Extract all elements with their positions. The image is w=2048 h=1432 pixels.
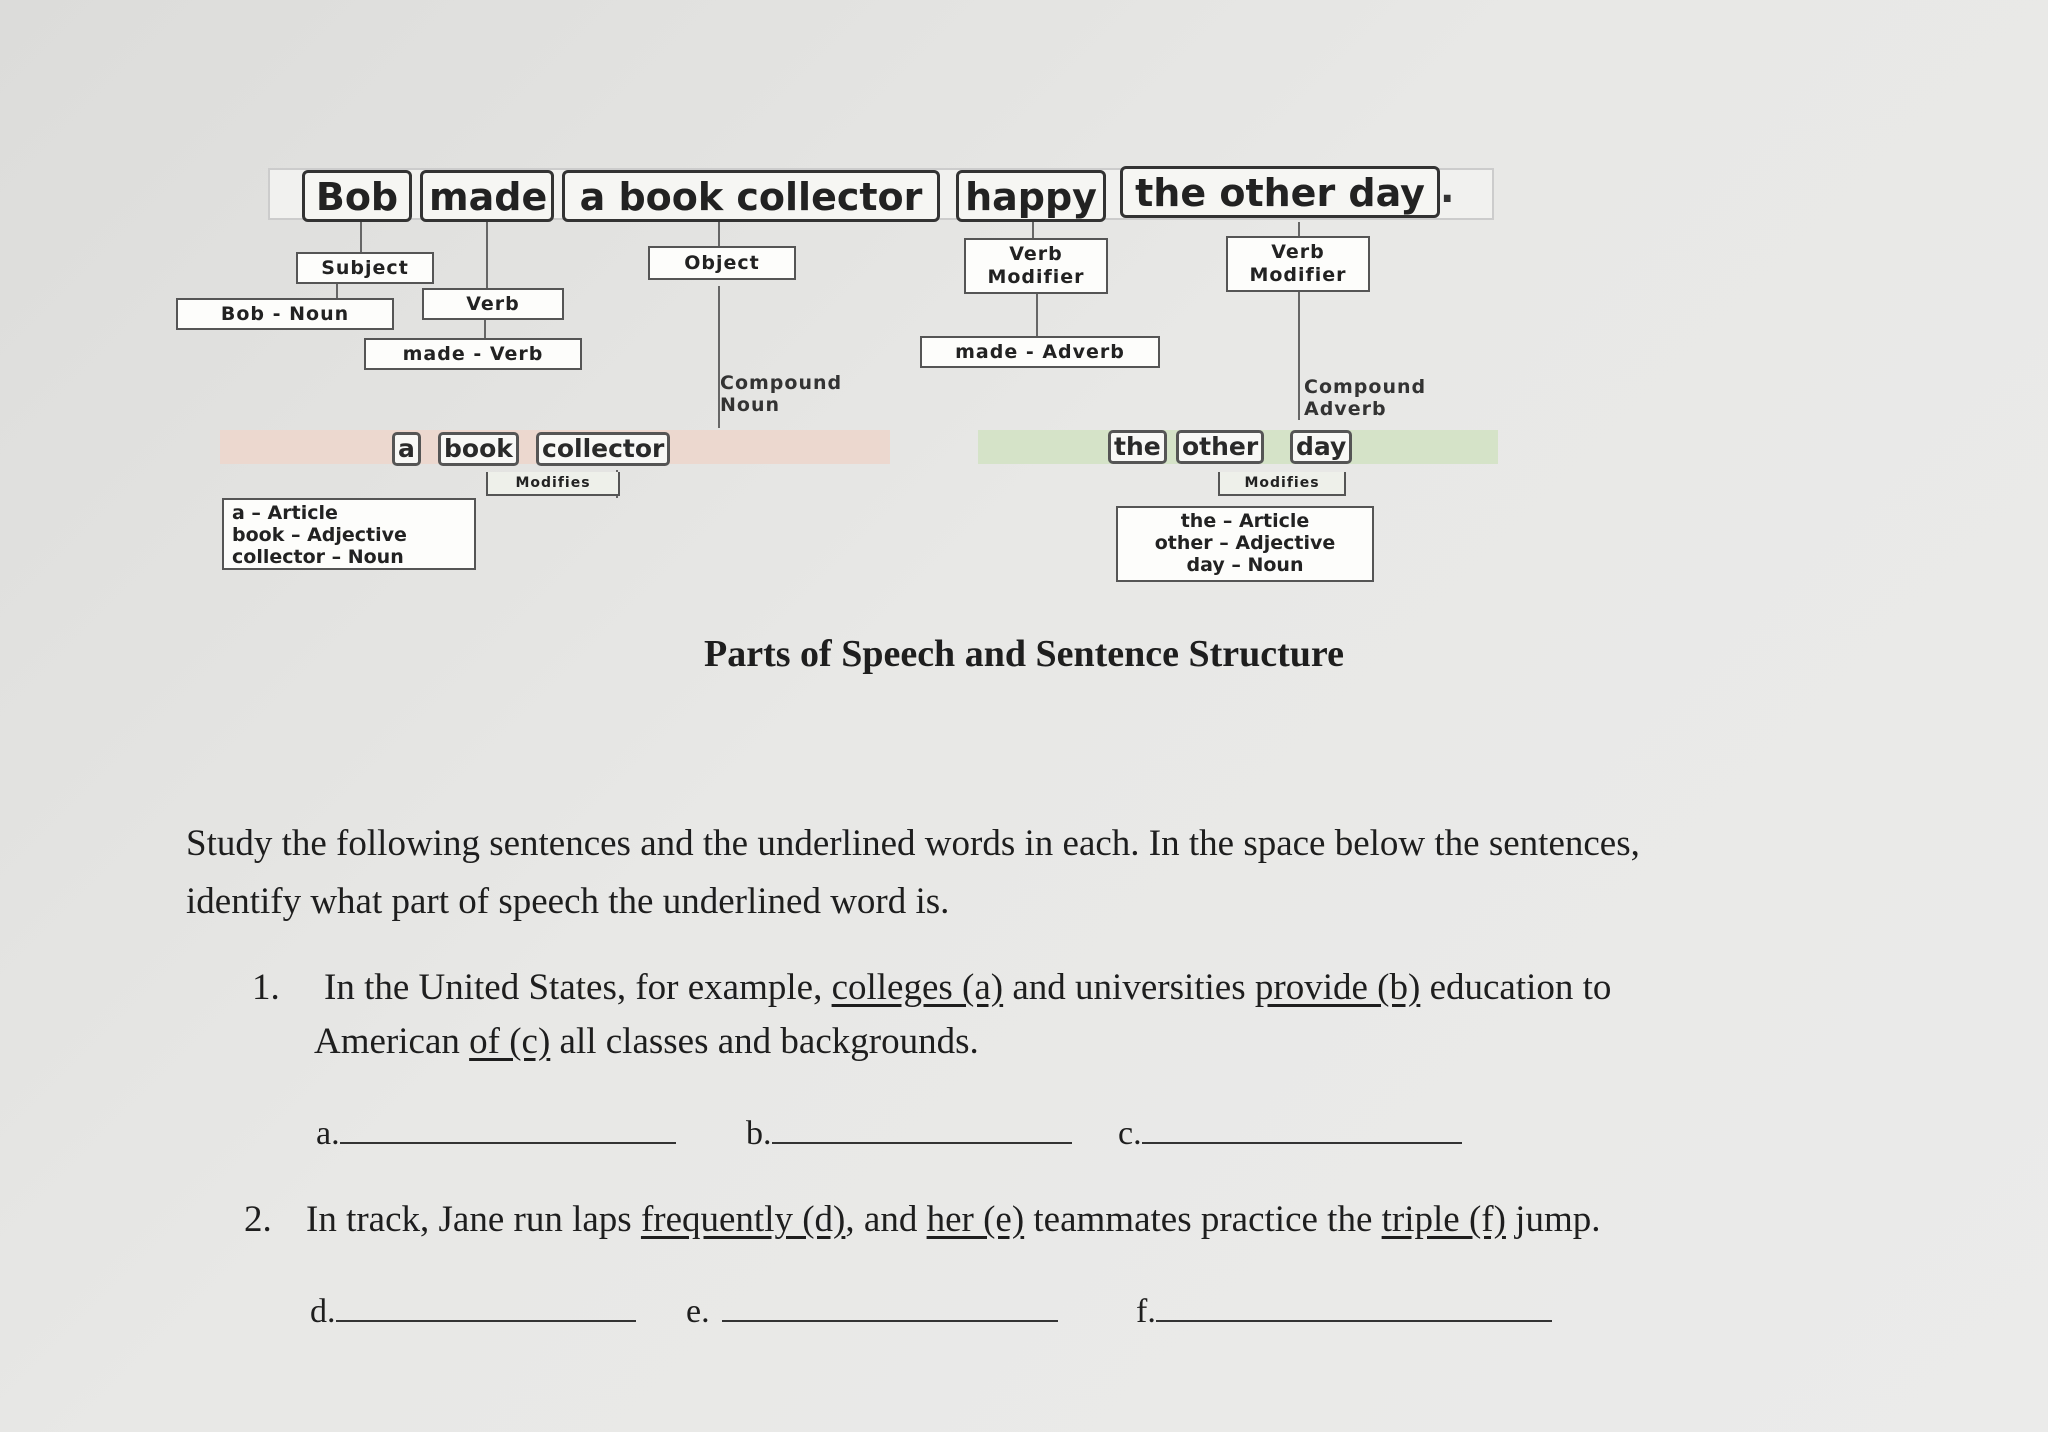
connector-line xyxy=(1036,294,1038,336)
modifies-label: Modifies xyxy=(1218,472,1346,496)
time-breakdown xyxy=(1116,506,1374,582)
role-subject: Subject xyxy=(296,252,434,284)
q2-text: , and xyxy=(845,1199,918,1240)
role-object: Object xyxy=(648,246,796,280)
breakdown-line: the – Article xyxy=(1180,510,1310,532)
pos-made-verb: made - Verb xyxy=(364,338,582,370)
breakdown-line: collector – Noun xyxy=(232,546,404,568)
answer-c[interactable] xyxy=(1118,1112,1462,1153)
word-box-bob: Bob xyxy=(302,170,412,222)
instructions: Study the following sentences and the underlined words in each. In the space below the sentences, identify what part of speech the underlined word is. xyxy=(186,823,1640,922)
q2-underlined-word: frequently (d) xyxy=(640,1199,846,1240)
answer-e[interactable] xyxy=(686,1290,1058,1331)
label-compound-noun: Compound Noun xyxy=(720,372,843,416)
breakdown-line: book – Adjective xyxy=(232,524,407,546)
question-2-number: 2. xyxy=(244,1199,272,1240)
q1-text: education to xyxy=(1429,967,1612,1008)
answer-label: b. xyxy=(746,1115,772,1152)
answer-label: d. xyxy=(310,1293,336,1330)
sentence-period: . xyxy=(1440,167,1456,211)
connector-line xyxy=(486,222,488,288)
phrase-word-a: a xyxy=(392,432,421,466)
question-1-number: 1. xyxy=(252,967,280,1008)
answer-blank[interactable] xyxy=(340,1112,676,1144)
answer-label: c. xyxy=(1118,1115,1142,1152)
q1-text: American xyxy=(314,1021,460,1062)
answer-label: f. xyxy=(1136,1293,1156,1330)
object-breakdown xyxy=(222,498,476,570)
answer-blank[interactable] xyxy=(772,1112,1072,1144)
q1-underlined-word: colleges (a) xyxy=(831,967,1004,1008)
phrase-word-collector: collector xyxy=(536,432,670,466)
question-1-line-2 xyxy=(314,1014,1714,1069)
answer-blank[interactable] xyxy=(336,1290,636,1322)
q2-underlined-word: her (e) xyxy=(926,1199,1025,1240)
answer-label: e. xyxy=(686,1293,710,1330)
connector-line xyxy=(360,222,362,252)
answer-a[interactable] xyxy=(316,1112,676,1153)
phrase-word-the: the xyxy=(1108,430,1167,464)
q1-text: and universities xyxy=(1012,967,1246,1008)
q2-text: teammates practice the xyxy=(1033,1199,1373,1240)
q1-underlined-word: of (c) xyxy=(469,1021,551,1062)
q1-underlined-word: provide (b) xyxy=(1254,967,1421,1008)
word-box-made: made xyxy=(420,170,554,222)
answer-blank[interactable] xyxy=(1142,1112,1462,1144)
word-box-the-other-day: the other day xyxy=(1120,166,1440,218)
answer-d[interactable] xyxy=(310,1290,636,1331)
sentence-diagram xyxy=(0,0,2048,620)
answer-blank[interactable] xyxy=(722,1290,1058,1322)
connector-line xyxy=(1032,222,1034,238)
answer-label: a. xyxy=(316,1115,340,1152)
q1-text: all classes and backgrounds. xyxy=(559,1021,979,1062)
breakdown-line: a – Article xyxy=(232,502,338,524)
q2-underlined-word: triple (f) xyxy=(1381,1199,1506,1240)
connector-line xyxy=(718,222,720,246)
question-1-line-1 xyxy=(324,960,1824,1015)
word-box-a-book-collector: a book collector xyxy=(562,170,940,222)
breakdown-line: other – Adjective xyxy=(1154,532,1336,554)
word-box-happy: happy xyxy=(956,170,1106,222)
q1-text: In the United States, for example, xyxy=(324,967,823,1008)
label-compound-adverb: Compound Adverb xyxy=(1304,376,1427,420)
role-verb-modifier: Verb Modifier xyxy=(964,238,1108,294)
role-verb-modifier: Verb Modifier xyxy=(1226,236,1370,292)
answer-b[interactable] xyxy=(746,1112,1072,1153)
phrase-word-other: other xyxy=(1176,430,1264,464)
phrase-word-day: day xyxy=(1290,430,1352,464)
pos-bob-noun: Bob - Noun xyxy=(176,298,394,330)
connector-line xyxy=(1298,292,1300,420)
answer-f[interactable] xyxy=(1136,1290,1552,1331)
q2-text: jump. xyxy=(1515,1199,1601,1240)
phrase-word-book: book xyxy=(438,432,519,466)
connector-line xyxy=(484,318,486,340)
role-verb: Verb xyxy=(422,288,564,320)
pos-made-adverb: made - Adverb xyxy=(920,336,1160,368)
answer-blank[interactable] xyxy=(1156,1290,1552,1322)
q2-text: In track, Jane run laps xyxy=(306,1199,632,1240)
breakdown-line: day – Noun xyxy=(1186,554,1304,576)
modifies-label: Modifies xyxy=(486,472,620,496)
question-2-line xyxy=(306,1192,1846,1247)
page-title: Parts of Speech and Sentence Structure xyxy=(704,633,1344,675)
